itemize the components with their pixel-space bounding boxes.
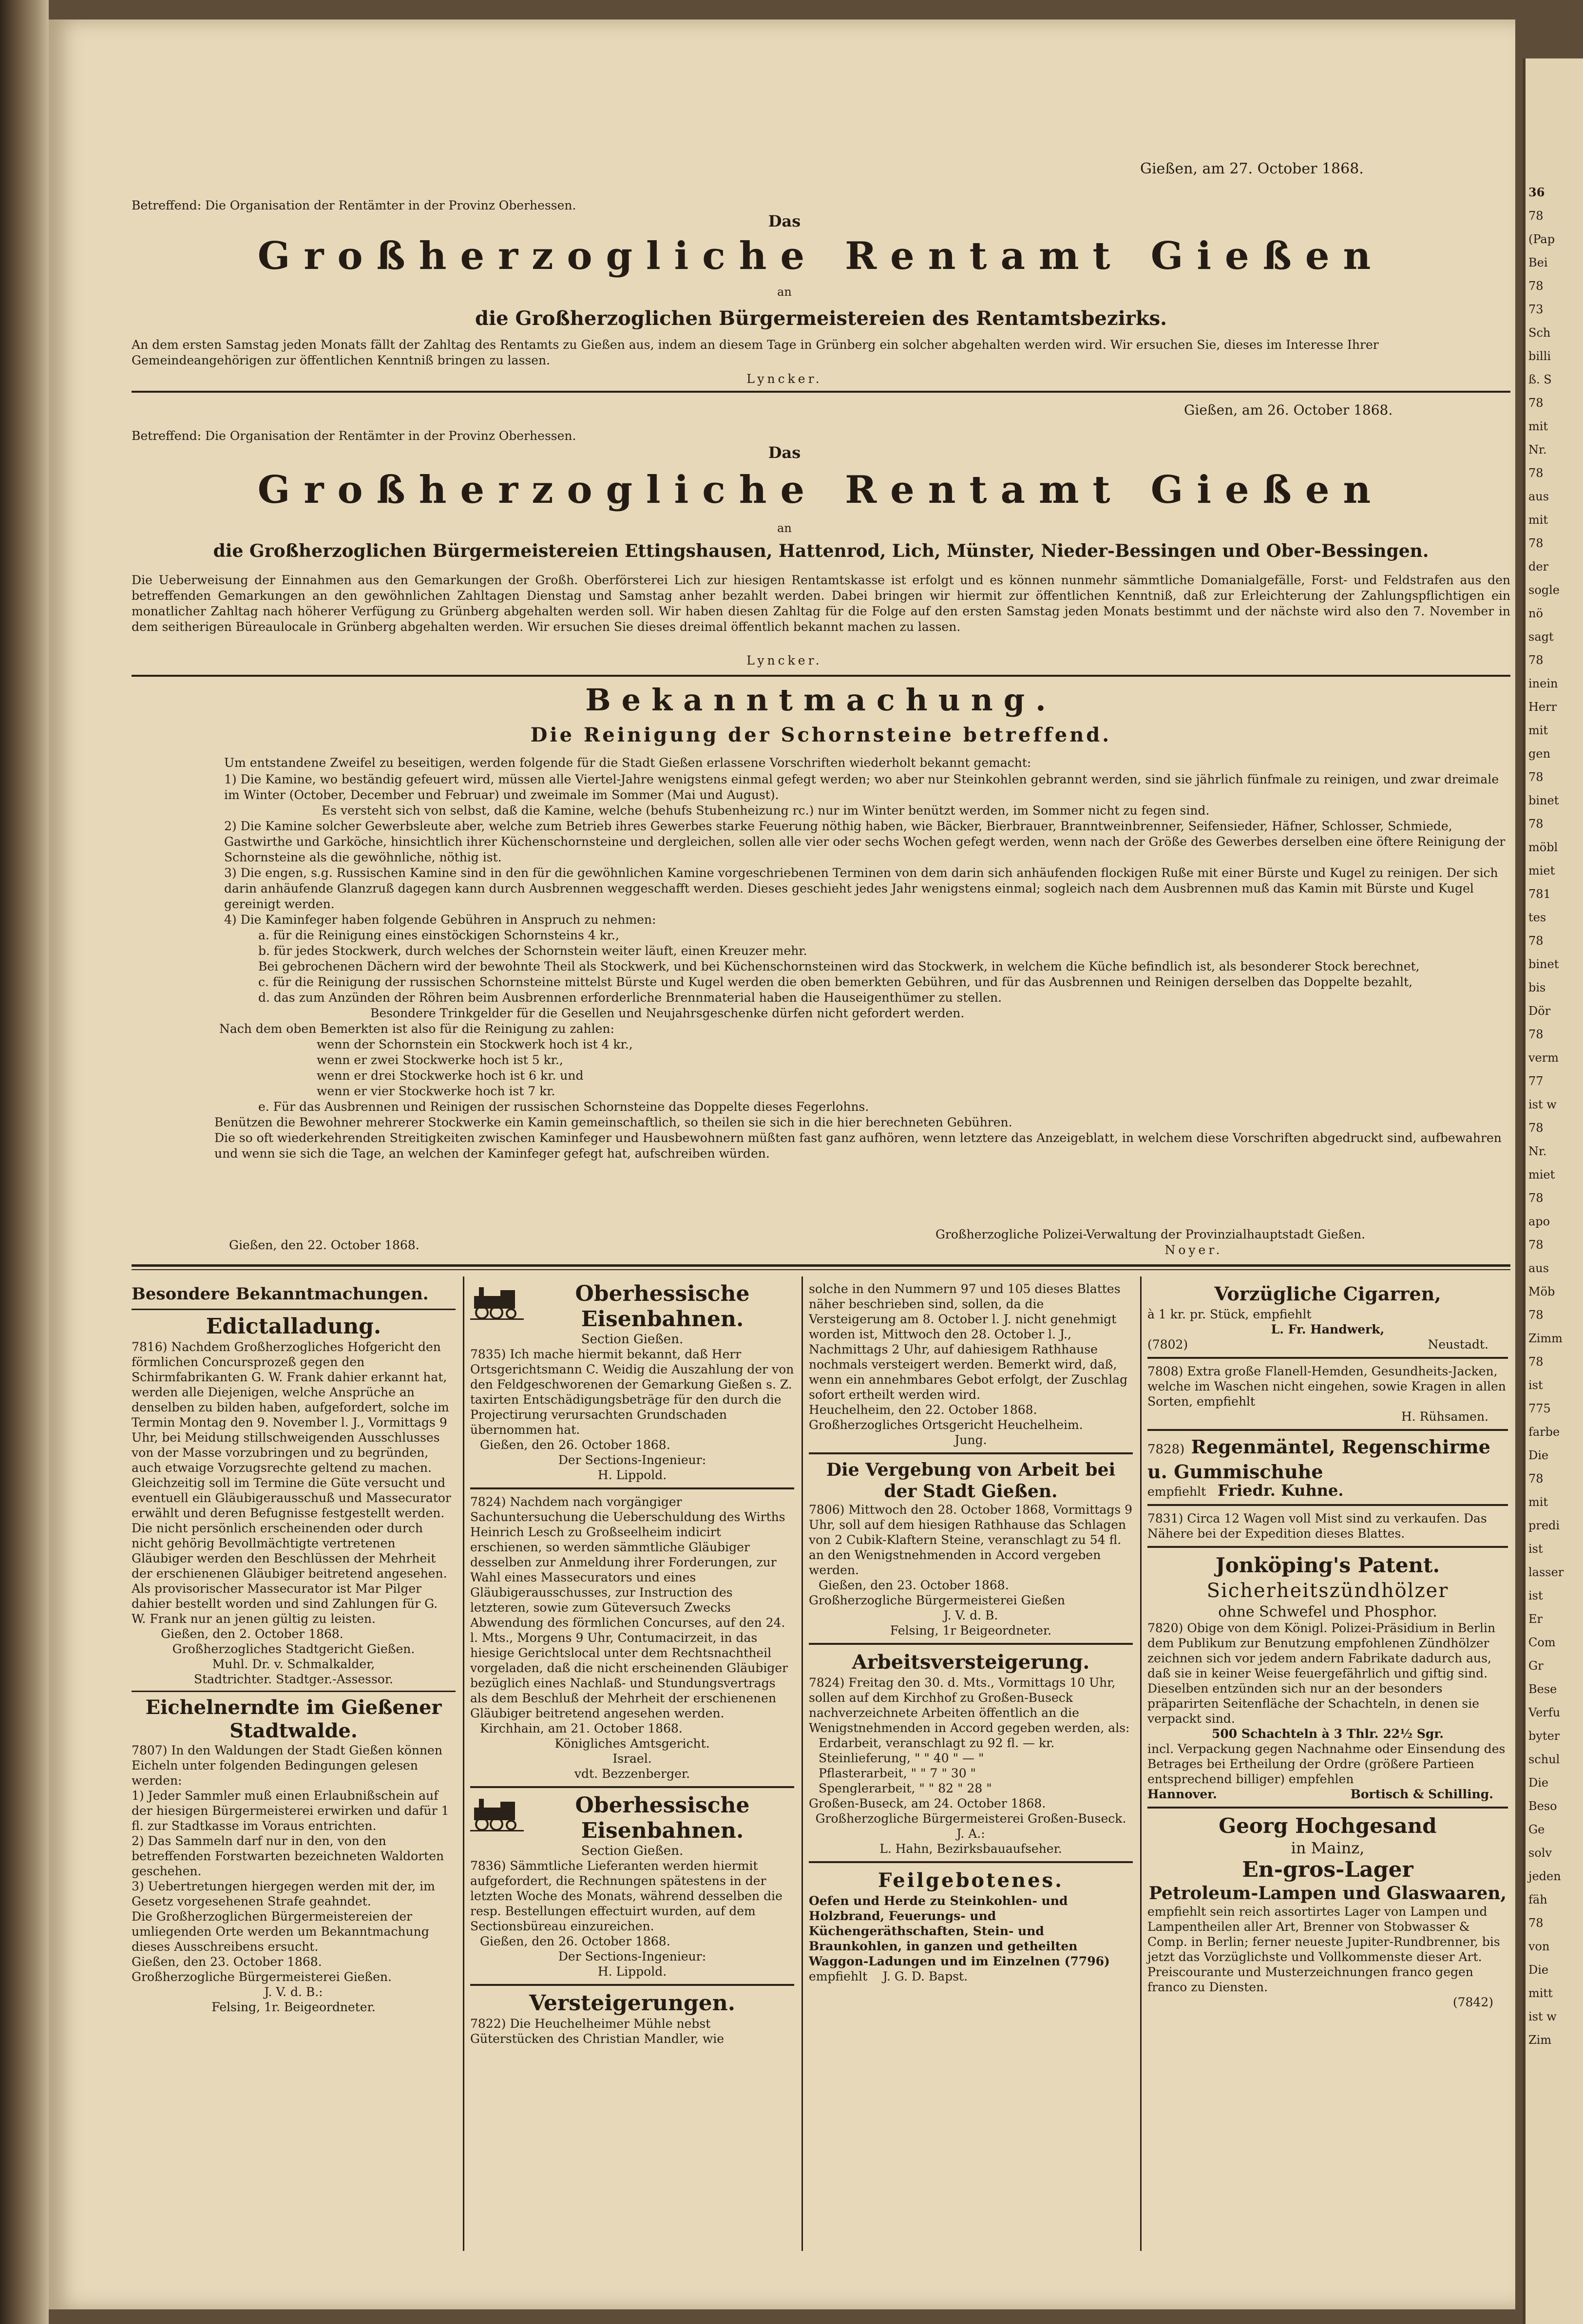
subtitle-2: die Großherzoglichen Bürgermeistereien Ettingshausen, Hattenrod, Lich, Münster, Nieder-Bessingen und Ober-Bessingen.: [213, 541, 1429, 561]
railway-ad-2: [470, 1786, 794, 1979]
fragment-text: farbe: [1528, 1425, 1560, 1439]
adjacent-page-fragments: [1526, 209, 1583, 2047]
betreffend-1: Betreffend: Die Organisation der Rentämter in der Provinz Oberhessen.: [132, 198, 576, 212]
railway-date: Gießen, den 26. October 1868.: [480, 1438, 670, 1452]
fragment-text: tes: [1528, 911, 1546, 924]
fragment-text: der: [1528, 560, 1549, 573]
regulation-item: wenn er vier Stockwerke hoch ist 7 kr.: [317, 1084, 555, 1098]
bekanntmachung-items: [214, 772, 1510, 1162]
body-2: Die Ueberweisung der Einnahmen aus den Gemarkungen der Großh. Oberförsterei Lich zur hiesigen Rentamtskasse ist erfolgt und es können nunmehr sämmtliche Domanialgefälle, Forst- und Feldstrafen aus den betreffenden Gemarkungen an den gewöhnlichen Zahltagen Dienstag und Samstag anher bezahlt werden. Dabei bringen wir hiermit zur öffentlichen Kenntniß, daß zur Erleichterung der Zahlungspflichtigen ein monatlicher Zahltag nach höherer Verfügung zu Grünberg abgehalten werden soll. Wir haben diesen Zahltag für die Folge auf den ersten Samstag jeden Monats bestimmt und der nächste wird also den 7. November in dem seitherigen Büreaulocale in Grünberg abgehalten werden. Wir ersuchen Sie dieses dreimal öffentlich bekannt machen zu lassen.: [132, 573, 1510, 634]
column-divider: [1140, 1276, 1142, 2251]
fragment-text: Bei: [1528, 256, 1548, 269]
fragment-text: mit: [1528, 724, 1548, 737]
fragment-text: binet: [1528, 794, 1559, 807]
fragment-text: 78: [1528, 1916, 1544, 1930]
fragment-text: Ge: [1528, 1823, 1545, 1836]
regulation-item: 3) Die engen, s.g. Russischen Kamine sind in den für die gewöhnlichen Kamine vorgeschriebenen Terminen von dem darin sich anhäufenden flockigen Ruße mit einer Bürste und Kugel zu reinigen. Der sich darin anhäufende Glanzruß dagegen kann durch Ausbrennen weggeschafft werden. Dieses geschieht jedes Jahr wenigstens einmal; sogleich nach dem Ausbrennen muß das Kamin mit Bürste und Kugel gereinigt werden.: [224, 866, 1498, 911]
versteigerung-authority: Großherzogliches Ortsgericht Heuchelheim.: [809, 1418, 1083, 1432]
fragment-text: bis: [1528, 981, 1546, 994]
column-1: [132, 1281, 456, 2015]
fragment-text: Nr.: [1528, 443, 1547, 457]
column-2: [470, 1281, 794, 2046]
vergebung-date: Gießen, den 23. October 1868.: [819, 1578, 1009, 1592]
arbeit-title: Arbeitsversteigerung.: [852, 1651, 1090, 1674]
fragment-text: Die: [1528, 1448, 1549, 1462]
vergebung-by: J. V. d. B.: [943, 1608, 998, 1622]
jonkoping-sub2: ohne Schwefel und Phosphor.: [1218, 1603, 1437, 1620]
column-divider: [801, 1276, 803, 2251]
versteigerung-continued: [809, 1281, 1133, 1448]
arbeit-item: Pflasterarbeit, " " 7 " 30 ": [819, 1766, 976, 1780]
locomotive-icon: [470, 1281, 524, 1320]
jonkoping-sign: Bortisch & Schilling.: [1350, 1787, 1493, 1801]
subtitle-1: die Großherzoglichen Bürgermeistereien des Rentamtsbezirks.: [475, 307, 1167, 330]
fragment-text: ß. S: [1528, 373, 1552, 386]
eichel-body: 7807) In den Waldungen der Stadt Gießen können Eicheln unter folgenden Bedingungen gelesen werden:: [132, 1743, 442, 1788]
hochgesand-ad: [1147, 1807, 1508, 2010]
edict-authority: Großherzogliches Stadtgericht Gießen.: [172, 1642, 415, 1656]
regulation-item: e. Für das Ausbrennen und Reinigen der russischen Schornsteine das Doppelte dieses Fegerlohns.: [258, 1100, 869, 1114]
fragment-text: 78: [1528, 1191, 1544, 1205]
arbeit-authority: Großherzogliche Bürgermeisterei Großen-Buseck.: [815, 1811, 1126, 1826]
versteigerung-body: solche in den Nummern 97 und 105 dieses Blattes näher beschrieben sind, sollen, da die Versteigerung am 8. October l. J. nicht genehmigt worden ist, Mittwoch den 28. October l. J., Nachmittags 2 Uhr, auf dahiesigem Rathhause nochmals versteigert werden. Bemerkt wird, daß, wenn ein annehmbares Gebot erfolgt, der Zuschlag sofort ertheilt werden wird.: [809, 1282, 1128, 1402]
concurs-sign: vdt. Bezzenberger.: [574, 1767, 690, 1781]
arbeit-date: Großen-Buseck, am 24. October 1868.: [809, 1796, 1046, 1810]
fragment-text: ist: [1528, 1378, 1543, 1392]
bekanntmachung-title: Bekanntmachung.: [585, 682, 1057, 718]
fragment-text: ist: [1528, 1542, 1543, 1556]
regulation-item: 2) Die Kamine solcher Gewerbsleute aber, welche zum Betrieb ihres Gewerbes starke Feuerung nöthig haben, wie Bäcker, Bierbrauer, Branntweinbrenner, Seifensieder, Häfner, Schlosser, Schmiede, Gastwirthe und Garköche, hinsichtlich ihrer Küchenschornsteine und dergleichen, sollen alle vier oder sechs Wochen gefegt werden, wenn nach der Größe des Gewerbes derselben eine öftere Reinigung der Schornsteine als die gewöhnliche, nöthig ist.: [224, 819, 1506, 864]
arbeit-by: J. A.:: [956, 1827, 985, 1841]
fragment-text: (Pap: [1528, 232, 1555, 246]
fragment-text: aus: [1528, 1261, 1549, 1275]
arbeit-sign: L. Hahn, Bezirksbauaufseher.: [879, 1842, 1062, 1856]
jonkoping-price: 500 Schachteln à 3 Thlr. 22½ Sgr.: [1211, 1727, 1444, 1741]
fragment-text: Möb: [1528, 1285, 1555, 1298]
locomotive-icon: [470, 1793, 524, 1832]
hemden-body: 7808) Extra große Flanell-Hemden, Gesundheits-Jacken, welche im Waschen nicht eingehen, sowie Kragen in allen Sorten, empfiehlt: [1147, 1364, 1506, 1409]
arbeit-item: Steinlieferung, " " 40 " — ": [819, 1751, 984, 1765]
body-1: An dem ersten Samstag jeden Monats fällt der Zahltag des Rentamts zu Gießen aus, indem an diesem Tage in Grünberg ein solcher abgehalten werden wird. Wir ersuchen Sie, dieses im Interesse Ihrer Gemeindeangehörigen zur öffentlichen Kenntniß bringen zu lassen.: [132, 338, 1379, 367]
regen-empfiehlt: empfiehlt: [1147, 1485, 1206, 1499]
dateline-1: Gießen, am 27. October 1868.: [1140, 160, 1364, 177]
fragment-text: 78: [1528, 653, 1544, 667]
regulation-item: a. für die Reinigung eines einstöckigen Schornsteins 4 kr.,: [258, 928, 619, 942]
fragment-text: nö: [1528, 607, 1543, 620]
hochgesand-body: empfiehlt sein reich assortirtes Lager von Lampen und Lampentheilen aller Art, Brenner von Stobwasser & Comp. in Berlin; ferner neueste Jupiter-Rundbrenner, bis jetzt das Vorzüglichste und Vollkommenste dieser Art. Preiscourante und Musterzeichnungen franco gegen franco zu Diensten.: [1147, 1905, 1500, 1994]
das-2: Das: [768, 443, 801, 462]
versteigerungen-body: 7822) Die Heuchelheimer Mühle nebst Güterstücken des Christian Mandler, wie: [470, 2017, 725, 2046]
eichel-sign: Felsing, 1r. Beigeordneter.: [211, 2000, 376, 2014]
hochgesand-place: in Mainz,: [1291, 1839, 1365, 1857]
regen-sign: Friedr. Kuhne.: [1217, 1481, 1344, 1500]
vergebung-notice: [809, 1452, 1133, 1638]
jonkoping-body2: incl. Verpackung gegen Nachnahme oder Einsendung des Betrages bei Ertheilung der Ordre (größere Partieen entsprechend billiger) empfehlen: [1147, 1742, 1506, 1786]
fragment-text: 78: [1528, 1238, 1544, 1252]
feilgebotenes-sign: J. G. D. Bapst.: [882, 1969, 968, 1983]
rentamt-title-2: Großherzogliche Rentamt Gießen: [257, 468, 1385, 512]
adjacent-page: [1523, 58, 1583, 2324]
eichel-item: 1) Jeder Sammler muß einen Erlaubnißschein auf der hiesigen Bürgermeisterei erwirken und dafür 1 fl. zur Stadtkasse im Voraus entrichten.: [132, 1789, 449, 1833]
fragment-text: Nr.: [1528, 1144, 1547, 1158]
bekanntmachung-authority: Großherzogliche Polizei-Verwaltung der Provinzialhauptstadt Gießen.: [935, 1227, 1366, 1241]
railway-sign: H. Lippold.: [597, 1964, 667, 1979]
cigarren-body: à 1 kr. pr. Stück, empfiehlt: [1147, 1307, 1312, 1321]
fragment-text: 78: [1528, 934, 1544, 948]
fragment-text: solv: [1528, 1846, 1552, 1860]
fragment-text: Gr: [1528, 1659, 1544, 1673]
fragment-text: fäh: [1528, 1893, 1547, 1906]
railway-body: 7835) Ich mache hiermit bekannt, daß Herr Ortsgerichtsmann C. Weidig die Auszahlung der von den Feldgeschworenen der Gemarkung Gießen s. Z. taxirten Entschädigungsbeträge für den durch die Projectirung verursachten Grundschaden übernommen hat.: [470, 1347, 794, 1437]
fragment-text: 78: [1528, 1308, 1544, 1322]
eichel-note: Die Großherzoglichen Bürgermeistereien der umliegenden Orte werden um Bekanntmachung dieses Ausschreibens ersucht.: [132, 1909, 429, 1954]
betreffend-2: Betreffend: Die Organisation der Rentämter in der Provinz Oberhessen.: [132, 429, 576, 443]
railway-title: Oberhessische Eisenbahnen.: [575, 1793, 750, 1843]
cigarren-title: Vorzügliche Cigarren,: [1214, 1283, 1441, 1305]
railway-title: Oberhessische Eisenbahnen.: [575, 1281, 750, 1332]
feilgebotenes-title: Feilgebotenes.: [877, 1869, 1064, 1892]
jonkoping-title: Jonköping's Patent.: [1215, 1553, 1440, 1577]
fragment-text: Bese: [1528, 1682, 1557, 1696]
fragment-text: mit: [1528, 419, 1548, 433]
regulation-item: 4) Die Kaminfeger haben folgende Gebühren in Anspruch zu nehmen:: [224, 913, 656, 927]
fragment-text: Dör: [1528, 1004, 1551, 1018]
feilgebotenes-body: Oefen und Herde zu Steinkohlen- und Holzbrand, Feuerungs- und Küchengeräthschaften, Stein- und Braunkohlen, in ganzen und getheilten Waggon-Ladungen und im Einzelnen (7796): [809, 1894, 1110, 1968]
fragment-text: 78: [1528, 770, 1544, 784]
rentamt-title-1: Großherzogliche Rentamt Gießen: [257, 234, 1385, 278]
fragment-text: 78: [1528, 209, 1544, 223]
railway-role: Der Sections-Ingenieur:: [558, 1453, 706, 1467]
fragment-text: 78: [1528, 1028, 1544, 1041]
arbeit-notice: [809, 1643, 1133, 1856]
edict-roles: Stadtrichter. Stadtger.-Assessor.: [193, 1672, 393, 1686]
fragment-text: predi: [1528, 1519, 1560, 1532]
regulation-item: Besondere Trinkgelder für die Gesellen und Neujahrsgeschenke dürfen nicht gefordert werden.: [370, 1006, 965, 1020]
fragment-text: 78: [1528, 279, 1544, 293]
bekanntmachung-intro: Um entstandene Zweifel zu beseitigen, werden folgende für die Stadt Gießen erlassene Vorschriften wiederholt bekannt gemacht:: [224, 756, 1031, 770]
regulation-item: c. für die Reinigung der russischen Schornsteine mittelst Bürste und Kugel werden die oben bemerkten Gebühren, und für das Ausbrennen und Reinigen derselben das Doppelte bezahlt,: [258, 975, 1413, 989]
fragment-text: 78: [1528, 1472, 1544, 1486]
vergebung-body: 7806) Mittwoch den 28. October 1868, Vormittags 9 Uhr, soll auf dem hiesigen Rathhause das Schlagen von 2 Cubik-Klaftern Steine, veranschlagt zu 54 fl. an den Wenigstnehmenden in Accord vergeben werden.: [809, 1503, 1133, 1577]
railway-ad-1: [470, 1281, 794, 1483]
cigarren-number: (7802): [1147, 1337, 1188, 1352]
fragment-text: 781: [1528, 887, 1551, 901]
fragment-text: 775: [1528, 1402, 1551, 1415]
fragment-text: Herr: [1528, 700, 1557, 714]
eichel-item: 3) Uebertretungen hiergegen werden mit der, im Gesetz vorgesehenen Strafe geahndet.: [132, 1879, 435, 1908]
railway-role: Der Sections-Ingenieur:: [558, 1949, 706, 1963]
vergebung-title: Die Vergebung von Arbeit bei der Stadt Gießen.: [826, 1460, 1116, 1502]
fragment-text: miet: [1528, 1168, 1555, 1181]
versteigerung-sign: Jung.: [954, 1433, 987, 1447]
eichel-title: Eichelnerndte im Gießener Stadtwalde.: [145, 1696, 442, 1742]
fragment-text: ist w: [1528, 2010, 1557, 2023]
regen-title: Regenmäntel, Regenschirme u. Gummischuhe: [1147, 1436, 1490, 1483]
column-4: [1147, 1281, 1508, 2010]
feilgebotenes-empfiehlt: empfiehlt: [809, 1969, 868, 1983]
regulation-item: Die so oft wiederkehrenden Streitigkeiten zwischen Kaminfeger und Hausbewohnern müßten fast ganz aufhören, wenn letztere das Anzeigeblatt, in welchem diese Vorschriften abgedruckt sind, aufbewahren und wenn sie sich die Tage, an welchen der Kaminfeger gefegt hat, aufschreiben würden.: [214, 1131, 1502, 1161]
railway-date: Gießen, den 26. October 1868.: [480, 1934, 670, 1948]
jonkoping-ad: [1147, 1546, 1508, 1802]
vergebung-authority: Großherzogliche Bürgermeisterei Gießen: [809, 1593, 1065, 1607]
arbeit-body: 7824) Freitag den 30. d. Mts., Vormittags 10 Uhr, sollen auf dem Kirchhof zu Großen-Buseck nachverzeichnete Arbeiten öffentlich an die Wenigstnehmenden in Accord gegeben werden, als:: [809, 1676, 1130, 1735]
fragment-text: binet: [1528, 957, 1559, 971]
bekanntmachung-dateline: Gießen, den 22. October 1868.: [229, 1238, 420, 1252]
dateline-2: Gießen, am 26. October 1868.: [1184, 402, 1393, 418]
hochgesand-number: (7842): [1452, 1995, 1493, 2009]
fragment-text: sogle: [1528, 583, 1560, 597]
regulation-item: wenn er zwei Stockwerke hoch ist 5 kr.,: [317, 1053, 563, 1067]
concurs-authority: Königliches Amtsgericht.: [554, 1736, 710, 1751]
fragment-text: möbl: [1528, 840, 1558, 854]
fragment-text: aus: [1528, 490, 1549, 503]
hemden-sign: H. Rühsamen.: [1401, 1410, 1488, 1424]
rule-3: [132, 1264, 1510, 1267]
regulation-item: wenn der Schornstein ein Stockwerk hoch ist 4 kr.,: [317, 1037, 633, 1051]
fragment-text: byter: [1528, 1729, 1560, 1743]
edict-date: Gießen, den 2. October 1868.: [161, 1627, 343, 1641]
signature-1: Lyncker.: [746, 372, 822, 386]
arbeit-item: Erdarbeit, veranschlagt zu 92 fl. — kr.: [819, 1736, 1055, 1750]
regulation-item: wenn er drei Stockwerke hoch ist 6 kr. und: [317, 1068, 584, 1083]
jonkoping-sub: Sicherheitszündhölzer: [1206, 1580, 1449, 1602]
fragment-text: Die: [1528, 1963, 1549, 1977]
eichel-date: Gießen, den 23. October 1868.: [132, 1955, 322, 1969]
eichel-authority: Großherzogliche Bürgermeisterei Gießen.: [132, 1970, 392, 1984]
cigarren-place: Neustadt.: [1428, 1337, 1488, 1352]
rule-2: [132, 675, 1510, 677]
hemden-ad: [1147, 1357, 1508, 1424]
regenmantel-ad: [1147, 1429, 1508, 1499]
fragment-text: ist w: [1528, 1098, 1557, 1111]
fragment-text: 78: [1528, 536, 1544, 550]
fragment-text: von: [1528, 1940, 1550, 1953]
newspaper-page: [49, 19, 1515, 2309]
jonkoping-place: Hannover.: [1147, 1787, 1217, 1801]
concurs-notice: [470, 1487, 794, 1781]
eichel-item: 2) Das Sammeln darf nur in den, von den betreffenden Forstwarten bezeichneten Waldorten geschehen.: [132, 1834, 444, 1878]
railway-section: Section Gießen.: [581, 1844, 684, 1858]
concurs-sign: Israel.: [612, 1752, 652, 1766]
arbeit-item: Spenglerarbeit, " " 82 " 28 ": [819, 1781, 992, 1795]
fragment-text: apo: [1528, 1215, 1550, 1228]
versteigerungen: [470, 1984, 794, 2046]
column-3: [809, 1281, 1133, 1984]
fragment-text: sagt: [1528, 630, 1554, 644]
an-1: an: [777, 285, 792, 299]
fragment-text: schul: [1528, 1753, 1560, 1766]
bekanntmachung-subtitle: Die Reinigung der Schornsteine betreffend.: [530, 724, 1112, 746]
section-heading: Besondere Bekanntmachungen.: [132, 1284, 429, 1304]
vergebung-sign: Felsing, 1r Beigeordneter.: [890, 1623, 1052, 1638]
regulation-item: Benützen die Bewohner mehrerer Stockwerke ein Kamin gemeinschaftlich, so theilen sie sich in die hier berechneten Gebühren.: [214, 1115, 1012, 1129]
fragment-text: Sch: [1528, 326, 1551, 340]
fragment-text: verm: [1528, 1051, 1559, 1065]
fragment-text: mitt: [1528, 1986, 1553, 2000]
fragment-text: Com: [1528, 1636, 1556, 1649]
regulation-item: Es versteht sich von selbst, daß die Kamine, welche (behufs Stubenheizung rc.) nur im Winter benützt werden, im Sommer nicht zu fegen sind.: [322, 803, 1210, 818]
fragment-text: jeden: [1528, 1869, 1561, 1883]
fragment-text: inein: [1528, 677, 1558, 690]
column-divider: [463, 1276, 464, 2251]
jonkoping-body: 7820) Obige von dem Königl. Polizei-Präsidium in Berlin dem Publikum zur Benutzung empfohlenen Zündhölzer zeichnen sich vor jedem andern Fabrikate dadurch aus, daß sie in keiner Weise feuergefährlich und giftig sind. Dieselben entzünden sich nur an der besonders präparirten Seitenfläche der Schachteln, in denen sie verpackt sind.: [1147, 1621, 1496, 1726]
fragment-text: 78: [1528, 466, 1544, 480]
fragment-text: 78: [1528, 1121, 1544, 1135]
regen-number: 7828): [1147, 1442, 1185, 1457]
fragment-text: Die: [1528, 1776, 1549, 1790]
versteigerung-date: Heuchelheim, den 22. October 1868.: [809, 1403, 1037, 1417]
fragment-text: mit: [1528, 513, 1548, 527]
cigarren-ad: [1147, 1281, 1508, 1352]
fragment-text: Er: [1528, 1612, 1543, 1626]
mist-ad: [1147, 1504, 1508, 1541]
regulation-item: 1) Die Kamine, wo beständig gefeuert wird, müssen alle Viertel-Jahre wenigstens einmal gefegt werden; wo aber nur Steinkohlen gebrannt werden, sind sie jährlich fünfmale zu reinigen, und zwar dreimale im Winter (October, December und Februar) und zweimale im Sommer (Mai und August).: [224, 772, 1499, 802]
fragment-text: 73: [1528, 303, 1544, 316]
das-1: Das: [768, 212, 801, 230]
book-spine: [0, 0, 49, 2324]
edict-body: 7816) Nachdem Großherzogliches Hofgericht den förmlichen Concursprozeß gegen den Schirmfabrikanten G. W. Frank dahier erkannt hat, werden alle Diejenigen, welche Ansprüche an denselben zu bilden haben, aufgefordert, solche im Termin Montag den 9. November l. J., Vormittags 9 Uhr, bei Meidung stillschweigenden Ausschlusses von der Masse vorzubringen und zu begründen, auch etwaige Vorzugsrechte geltend zu machen. Gleichzeitig soll im Termine die Güte versucht und eventuell ein Gläubigerausschuß und Massecurator erwählt und deren Befugnisse festgestellt werden. Die nicht persönlich erscheinenden oder durch nicht gehörig Bevollmächtigte vertretenen Gläubiger werden den Beschlüssen der Mehrheit der erschienenen Gläubiger beitretend angesehen. Als provisorischer Massecurator ist Mar Pilger dahier bestellt worden und sind Zahlungen für G. W. Frank nur an jenen gültig zu leisten.: [132, 1340, 451, 1626]
fragment-text: 78: [1528, 396, 1544, 410]
regulation-item: Bei gebrochenen Dächern wird der bewohnte Theil als Stockwerk, und bei Küchenschornsteinen wird das Stockwerk, in welchem die Küche befindlich ist, als besonderer Stock berechnet,: [258, 959, 1420, 973]
an-2: an: [777, 521, 792, 535]
fragment-text: 78: [1528, 1355, 1544, 1369]
cigarren-sign: L. Fr. Handwerk,: [1271, 1322, 1385, 1336]
fragment-text: lasser: [1528, 1565, 1564, 1579]
concurs-body: 7824) Nachdem nach vorgängiger Sachuntersuchung die Ueberschuldung des Wirths Heinrich Lesch zu Großseelheim indicirt erschienen, so werden sämmtliche Gläubiger desselben zur Anmeldung ihrer Forderungen, zur Wahl eines Massecurators und eines Gläubigerausschusses, zur Instruction des letzteren, sowie zum Güteversuch Zwecks Abwendung des förmlichen Concurses, auf den 24. l. Mts., Morgens 9 Uhr, Contumacirzeit, in das hiesige Gerichtslocal unter dem Rechtsnachtheil vorgeladen, daß die nicht erscheinenden Gläubiger bezüglich eines Nachlaß- und Stundungsvertrags als dem Beschluß der Mehrheit der erschienenen Gläubiger beitretend angesehen werden.: [470, 1495, 788, 1720]
railway-section: Section Gießen.: [581, 1332, 684, 1347]
fragment-text: Zim: [1528, 2033, 1552, 2047]
edict-names: Muhl. Dr. v. Schmalkalder,: [212, 1657, 375, 1671]
page-number: 36: [1528, 185, 1545, 199]
railway-body: 7836) Sämmtliche Lieferanten werden hiermit aufgefordert, die Rechnungen spätestens in der letzten Woche des Monats, während desselben die resp. Bestellungen effectuirt wurden, auf dem Sectionsbüreau einzureichen.: [470, 1859, 782, 1933]
fragment-text: Beso: [1528, 1799, 1557, 1813]
fragment-text: Verfu: [1528, 1706, 1561, 1719]
concurs-date: Kirchhain, am 21. October 1868.: [480, 1721, 683, 1735]
railway-sign: H. Lippold.: [597, 1468, 667, 1482]
mist-body: 7831) Circa 12 Wagen voll Mist sind zu verkaufen. Das Nähere bei der Expedition dieses Blattes.: [1147, 1511, 1487, 1541]
fragment-text: ist: [1528, 1589, 1543, 1602]
eichel-by: J. V. d. B.:: [264, 1985, 323, 1999]
regulation-item: Nach dem oben Bemerkten ist also für die Reinigung zu zahlen:: [219, 1022, 614, 1036]
versteigerungen-title: Versteigerungen.: [529, 1991, 736, 2016]
fragment-text: 77: [1528, 1074, 1544, 1088]
rule-1: [132, 391, 1510, 393]
fragment-text: Zimm: [1528, 1332, 1563, 1345]
fragment-text: gen: [1528, 747, 1551, 761]
regulation-item: b. für jedes Stockwerk, durch welches der Schornstein weiter läuft, einen Kreuzer mehr.: [258, 944, 807, 958]
rule-4: [132, 1269, 1510, 1270]
fragment-text: billi: [1528, 349, 1551, 363]
fragment-text: mit: [1528, 1495, 1548, 1509]
feilgebotenes: [809, 1861, 1133, 1984]
hochgesand-title: Georg Hochgesand: [1219, 1814, 1437, 1838]
edict-title: Edictalladung.: [206, 1314, 381, 1339]
regulation-item: d. das zum Anzünden der Röhren beim Ausbrennen erforderliche Brennmaterial haben die Hauseigenthümer zu stellen.: [258, 991, 1002, 1005]
signature-2: Lyncker.: [746, 653, 822, 667]
hochgesand-lager: En-gros-Lager: [1242, 1857, 1413, 1882]
bekanntmachung-signature: Noyer.: [1164, 1243, 1223, 1257]
hochgesand-goods: Petroleum-Lampen und Glaswaaren,: [1148, 1883, 1507, 1904]
fragment-text: miet: [1528, 864, 1555, 877]
fragment-text: 78: [1528, 817, 1544, 831]
